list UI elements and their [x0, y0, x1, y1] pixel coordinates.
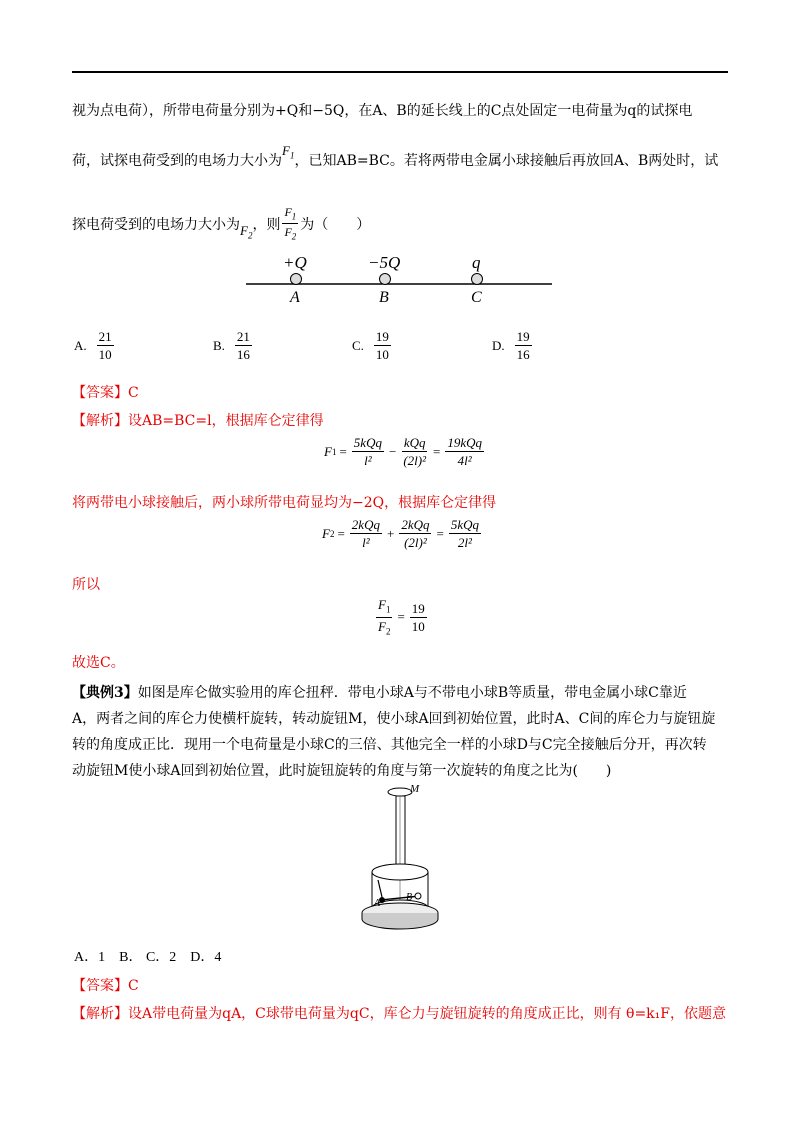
eq3-den-sub: 2	[385, 626, 391, 637]
equation-1	[324, 436, 486, 467]
option-a-fraction	[97, 330, 114, 361]
eq2-equals: =	[337, 525, 345, 541]
label-m: M	[410, 783, 420, 795]
q2-line-2a: 荷，试探电荷受到的电场力大小为	[72, 153, 282, 169]
q2-answer	[72, 382, 139, 402]
option-c-fraction	[374, 330, 391, 361]
q2-analysis-label: 【解析】	[72, 413, 128, 429]
eq2-term2	[399, 518, 431, 549]
q2-line-3b: ，则	[252, 216, 281, 233]
f1-symbol	[282, 143, 295, 161]
eq1-t2-num: kQq	[403, 435, 426, 450]
ratio-num-sub: 1	[291, 211, 297, 222]
q2-analysis-intro-text: 设AB=BC=l，根据库仑定律得	[128, 413, 324, 429]
jar-top	[372, 864, 428, 880]
option-c	[352, 330, 393, 361]
eq1-lhs: F	[324, 443, 332, 459]
option-d	[492, 330, 534, 361]
eq3-num-letter: F	[378, 597, 386, 612]
eq3-result	[410, 602, 427, 633]
label-a: A	[374, 898, 381, 909]
eq1-term2	[401, 436, 428, 467]
eq2-equals-2: =	[436, 525, 444, 541]
q2-answer-value: C	[128, 385, 139, 401]
eq3-lhs	[376, 598, 392, 636]
option-d-letter: D.	[492, 337, 505, 353]
q3-analysis-label: 【解析】	[72, 1006, 128, 1022]
header-rule	[72, 71, 728, 73]
option-b-num: 21	[236, 329, 250, 344]
option-c-num: 19	[375, 329, 389, 344]
eq2-term1	[350, 518, 382, 549]
eq2-lhs: F	[322, 525, 330, 541]
eq3-num-sub: 1	[385, 604, 391, 615]
ratio-num-letter: F	[284, 205, 292, 219]
eq2-t1-den: l²	[362, 535, 370, 550]
ratio-den-letter: F	[284, 225, 292, 240]
knob-m	[388, 788, 412, 796]
rod-c	[378, 880, 382, 897]
eq1-t2-den: (2l)²	[403, 453, 426, 468]
ratio-fraction	[282, 206, 298, 242]
q2-answer-label: 【答案】	[72, 385, 128, 401]
q3-analysis-text: 设A带电荷量为qA，C球带电荷量为qC，库仑力与旋钮旋转的角度成正比，则有 θ=k₁F，依题意	[128, 1006, 726, 1022]
option-d-num: 19	[516, 329, 530, 344]
q2-line-2b: ，已知AB=BC。若将两带电金属小球接触后再放回A、B两处时，试	[294, 153, 719, 169]
charge-ball-b	[380, 274, 391, 285]
eq2-plus: +	[386, 525, 395, 541]
q2-line-2	[72, 143, 719, 171]
q3-answer-value: C	[128, 978, 139, 994]
option-c-den: 10	[375, 347, 389, 362]
eq1-res-num: 19kQq	[447, 435, 482, 450]
eq2-t2-den: (2l)²	[404, 535, 427, 550]
charge-label-b: −5Q	[368, 253, 401, 272]
f2-sub: 2	[247, 230, 253, 241]
q2-conclusion: 故选C。	[72, 655, 125, 671]
eq2-t2-num: 2kQq	[401, 517, 430, 532]
q3-line-2: A，两者之间的库仑力使横杆旋转，转动旋钮M，使小球A回到初始位置，此时A、C间的库仑力与旋钮旋	[72, 711, 716, 727]
option-a-num: 21	[98, 329, 112, 344]
q3-analysis	[72, 1003, 726, 1023]
f1-letter: F	[282, 143, 290, 158]
charge-ball-a	[291, 274, 302, 285]
q3-answer	[72, 975, 139, 995]
charge-label-c: q	[472, 253, 481, 272]
ratio-den-sub: 2	[291, 231, 297, 242]
eq2-result	[449, 518, 481, 549]
eq2-res-den: 2l²	[457, 535, 472, 550]
option-a	[74, 330, 116, 361]
q2-line-3c: 为（ ）	[300, 216, 371, 233]
option-b-den: 16	[236, 347, 250, 362]
f2-symbol	[240, 223, 252, 241]
ball-b	[415, 893, 421, 899]
eq1-result	[445, 436, 484, 467]
point-label-b: B	[379, 289, 389, 306]
eq3-res-den: 10	[411, 618, 425, 634]
eq3-equals: =	[397, 609, 405, 625]
q2-line-1: 视为点电荷），所带电荷量分别为+Q和−5Q，在A、B的延长线上的C点处固定一电荷量为q的试探电	[72, 103, 693, 119]
eq2-lhs-sub: 2	[329, 528, 335, 539]
eq2-t1-num: 2kQq	[351, 517, 380, 532]
option-b-letter: B.	[213, 337, 225, 353]
point-label-a: A	[290, 289, 300, 306]
option-b	[213, 330, 254, 361]
q2-analysis-mid: 将两带电小球接触后，两小球所带电荷显均为−2Q，根据库仑定律得	[72, 495, 497, 511]
equation-3	[374, 598, 429, 636]
option-b-fraction	[235, 330, 252, 361]
option-d-den: 16	[516, 347, 530, 362]
eq1-minus: −	[388, 443, 397, 459]
eq1-res-den: 4l²	[457, 453, 472, 468]
eq1-equals: =	[339, 443, 347, 459]
eq1-term1	[352, 436, 384, 467]
option-a-letter: A.	[74, 337, 87, 353]
charge-label-a: +Q	[283, 253, 307, 272]
f1-sub: 1	[289, 150, 295, 161]
charge-ball-c	[472, 274, 483, 285]
q3-options: A．1 B． C．2 D．4	[74, 950, 222, 965]
eq1-t1-num: 5kQq	[353, 435, 382, 450]
q3-line-4: 动旋钮M使小球A回到初始位置，此时旋钮旋转的角度与第一次旋转的角度之比为( )	[72, 763, 612, 779]
q2-so: 所以	[72, 577, 100, 593]
q3-line-3: 转的角度成正比．现用一个电荷量是小球C的三倍、其他完全一样的小球D与C完全接触后分开，再次转	[72, 737, 707, 753]
f2-letter: F	[240, 223, 248, 239]
q2-line-3	[72, 206, 370, 242]
eq1-t1-den: l²	[364, 453, 372, 468]
q3-answer-label: 【答案】	[72, 978, 128, 994]
tube	[396, 796, 405, 872]
option-d-fraction	[515, 330, 532, 361]
charge-diagram	[240, 248, 560, 308]
torsion-balance-figure	[360, 782, 445, 932]
eq1-equals-2: =	[432, 443, 441, 459]
point-label-c: C	[471, 289, 482, 306]
q2-analysis-intro	[72, 410, 324, 430]
equation-2	[322, 518, 483, 549]
base-side	[362, 913, 438, 929]
q3-line-1	[72, 682, 687, 702]
q3-label: 【典例3】	[72, 685, 138, 701]
eq2-res-num: 5kQq	[450, 517, 479, 532]
option-a-den: 10	[98, 347, 112, 362]
eq1-lhs-sub: 1	[331, 446, 337, 457]
q2-line-3a: 探电荷受到的电场力大小为	[72, 216, 240, 233]
q3-line-1-text: 如图是库仑做实验用的库仑扭秤．带电小球A与不带电小球B等质量，带电金属小球C靠近	[137, 685, 687, 701]
option-c-letter: C.	[352, 337, 364, 353]
label-b: B	[406, 892, 413, 903]
eq3-res-num: 19	[411, 600, 425, 616]
eq3-den-letter: F	[378, 618, 386, 634]
